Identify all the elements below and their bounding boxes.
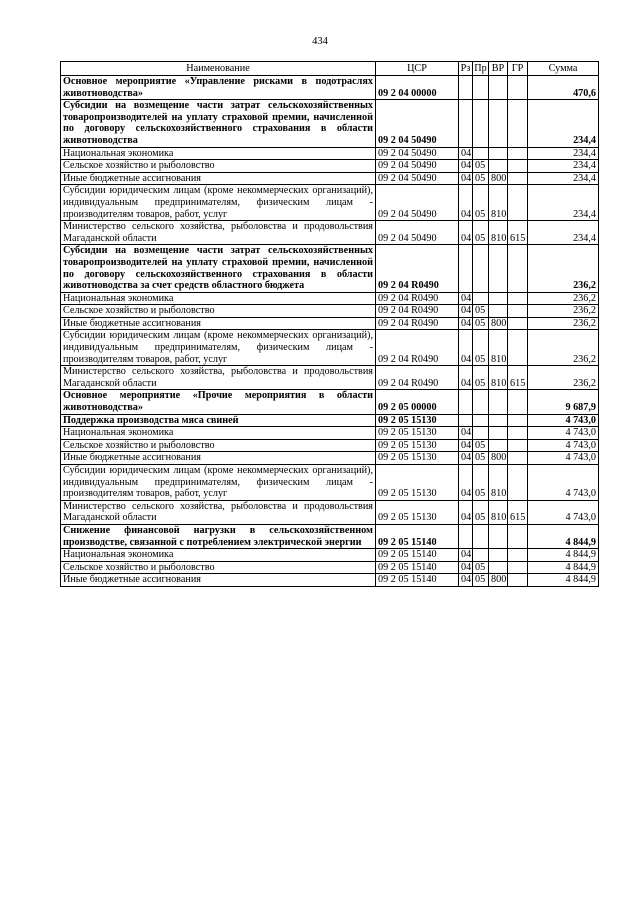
row-vr [489,561,508,574]
header-rz: Рз [459,62,473,76]
table-row [61,465,599,501]
row-name: Иные бюджетные ассигнования [61,317,376,330]
row-gr [508,439,528,452]
row-sum: 4 844,9 [528,524,599,548]
row-gr [508,292,528,305]
row-vr: 800 [489,172,508,185]
header-row [61,62,599,76]
row-csr: 09 2 05 15130 [376,427,459,440]
row-rz [459,390,473,414]
row-rz: 04 [459,427,473,440]
row-pr [473,427,489,440]
row-csr: 09 2 05 15140 [376,561,459,574]
row-rz: 04 [459,366,473,390]
row-pr: 05 [473,221,489,245]
row-rz: 04 [459,330,473,366]
row-rz [459,76,473,100]
row-name: Сельское хозяйство и рыболовство [61,439,376,452]
row-vr: 810 [489,366,508,390]
row-gr [508,524,528,548]
row-sum: 4 743,0 [528,427,599,440]
row-sum: 4 844,9 [528,561,599,574]
table-row [61,390,599,414]
row-csr: 09 2 04 R0490 [376,292,459,305]
row-sum: 4 844,9 [528,574,599,587]
header-sum: Сумма [528,62,599,76]
row-name: Иные бюджетные ассигнования [61,574,376,587]
row-csr: 09 2 04 R0490 [376,330,459,366]
row-csr: 09 2 04 R0490 [376,366,459,390]
row-gr [508,549,528,562]
row-sum: 236,2 [528,366,599,390]
row-csr: 09 2 05 15130 [376,414,459,427]
table-row [61,185,599,221]
row-csr: 09 2 05 15140 [376,574,459,587]
row-pr: 05 [473,452,489,465]
row-csr: 09 2 04 50490 [376,172,459,185]
row-csr: 09 2 04 50490 [376,100,459,147]
row-gr [508,414,528,427]
row-pr: 05 [473,317,489,330]
row-csr: 09 2 04 R0490 [376,305,459,318]
row-vr [489,427,508,440]
table-row [61,100,599,147]
row-pr: 05 [473,574,489,587]
row-vr: 800 [489,317,508,330]
row-rz [459,245,473,292]
row-sum: 9 687,9 [528,390,599,414]
page-number: 434 [312,36,328,47]
row-gr [508,147,528,160]
row-sum: 234,4 [528,100,599,147]
row-vr [489,549,508,562]
row-gr [508,76,528,100]
table-body [61,76,599,587]
row-name: Министерство сельского хозяйства, рыболовства и продовольствия Магаданской области [61,500,376,524]
row-csr: 09 2 04 R0490 [376,317,459,330]
row-name: Поддержка производства мяса свиней [61,414,376,427]
row-pr [473,390,489,414]
row-pr [473,76,489,100]
row-rz: 04 [459,185,473,221]
row-gr [508,561,528,574]
row-vr [489,414,508,427]
row-vr: 800 [489,452,508,465]
table-row [61,427,599,440]
row-rz: 04 [459,317,473,330]
row-pr: 05 [473,305,489,318]
row-gr [508,427,528,440]
row-gr [508,305,528,318]
row-rz: 04 [459,160,473,173]
table-row [61,500,599,524]
row-csr: 09 2 04 50490 [376,185,459,221]
row-name: Национальная экономика [61,147,376,160]
row-gr: 615 [508,366,528,390]
row-name: Иные бюджетные ассигнования [61,172,376,185]
row-pr [473,100,489,147]
row-vr [489,439,508,452]
row-rz: 04 [459,439,473,452]
row-name: Сельское хозяйство и рыболовство [61,561,376,574]
header-pr: Пр [474,62,487,74]
row-name: Субсидии юридическим лицам (кроме некоммерческих организаций), индивидуальным предпринимателям, физическим лицам - производителям товаров, работ, услуг [61,185,376,221]
row-sum: 234,4 [528,185,599,221]
row-gr [508,390,528,414]
row-pr [473,292,489,305]
row-csr: 09 2 04 50490 [376,221,459,245]
table-row [61,172,599,185]
row-gr [508,330,528,366]
row-sum: 234,4 [528,160,599,173]
row-name: Субсидии юридическим лицам (кроме некоммерческих организаций), индивидуальным предпринимателям, физическим лицам - производителям товаров, работ, услуг [61,330,376,366]
row-sum: 4 743,0 [528,452,599,465]
row-vr [489,524,508,548]
row-gr [508,185,528,221]
row-name: Национальная экономика [61,292,376,305]
row-vr [489,292,508,305]
row-vr [489,305,508,318]
row-name: Субсидии на возмещение части затрат сельскохозяйственных товаропроизводителей на уплату страховой премии, начисленной по договору сельскохозяйственного страхования в области животноводства [61,100,376,147]
row-name: Субсидии на возмещение части затрат сельскохозяйственных товаропроизводителей на уплату страховой премии, начисленной по договору сельскохозяйственного страхования в области животноводства за счет средств областного бюджета [61,245,376,292]
row-pr: 05 [473,160,489,173]
row-csr: 09 2 04 50490 [376,147,459,160]
row-csr: 09 2 05 15130 [376,465,459,501]
row-vr [489,160,508,173]
row-sum: 4 743,0 [528,414,599,427]
row-vr: 810 [489,330,508,366]
table-row [61,524,599,548]
row-gr: 615 [508,500,528,524]
row-rz: 04 [459,500,473,524]
table-row [61,574,599,587]
row-gr [508,100,528,147]
row-rz: 04 [459,221,473,245]
table-row [61,549,599,562]
row-gr: 615 [508,221,528,245]
table-row [61,317,599,330]
table-row [61,452,599,465]
row-rz [459,414,473,427]
row-sum: 236,2 [528,330,599,366]
row-gr [508,317,528,330]
row-pr: 05 [473,561,489,574]
row-rz: 04 [459,549,473,562]
row-csr: 09 2 05 15130 [376,452,459,465]
row-sum: 236,2 [528,292,599,305]
table-row [61,366,599,390]
row-gr [508,574,528,587]
row-sum: 4 743,0 [528,500,599,524]
row-csr: 09 2 05 15140 [376,524,459,548]
row-rz [459,100,473,147]
table-row [61,245,599,292]
row-pr [473,147,489,160]
row-pr: 05 [473,366,489,390]
table-row [61,439,599,452]
row-pr: 05 [473,465,489,501]
row-name: Основное мероприятие «Прочие мероприятия в области животноводства» [61,390,376,414]
row-csr: 09 2 04 00000 [376,76,459,100]
row-pr [473,524,489,548]
table-row [61,330,599,366]
table-row [61,147,599,160]
row-gr [508,465,528,501]
row-csr: 09 2 04 R0490 [376,245,459,292]
row-rz: 04 [459,292,473,305]
row-vr [489,76,508,100]
row-pr: 05 [473,185,489,221]
row-name: Сельское хозяйство и рыболовство [61,160,376,173]
row-name: Основное мероприятие «Управление рисками в подотраслях животноводства» [61,76,376,100]
row-pr [473,245,489,292]
table-row [61,221,599,245]
row-name: Иные бюджетные ассигнования [61,452,376,465]
row-name: Министерство сельского хозяйства, рыболовства и продовольствия Магаданской области [61,366,376,390]
header-vr: ВР [489,62,508,76]
row-sum: 234,4 [528,221,599,245]
row-gr [508,160,528,173]
header-csr: ЦСР [376,62,459,76]
row-pr: 05 [473,439,489,452]
row-csr: 09 2 05 15130 [376,439,459,452]
row-pr [473,549,489,562]
row-sum: 236,2 [528,305,599,318]
header-name: Наименование [61,62,376,76]
row-gr [508,172,528,185]
row-vr: 810 [489,465,508,501]
row-gr [508,245,528,292]
row-rz: 04 [459,172,473,185]
row-vr: 800 [489,574,508,587]
row-rz: 04 [459,465,473,501]
table-row [61,414,599,427]
row-pr [473,414,489,427]
row-pr: 05 [473,330,489,366]
row-gr [508,452,528,465]
row-pr: 05 [473,172,489,185]
table-row [61,76,599,100]
table-row [61,305,599,318]
table-row [61,561,599,574]
row-csr: 09 2 05 15140 [376,549,459,562]
row-vr: 810 [489,185,508,221]
row-rz: 04 [459,305,473,318]
row-sum: 236,2 [528,317,599,330]
row-vr [489,147,508,160]
row-rz [459,524,473,548]
row-vr [489,245,508,292]
row-csr: 09 2 05 15130 [376,500,459,524]
row-sum: 4 743,0 [528,465,599,501]
budget-table [60,61,599,587]
row-vr: 810 [489,500,508,524]
row-sum: 4 844,9 [528,549,599,562]
row-sum: 234,4 [528,147,599,160]
header-gr: ГР [508,62,528,76]
row-sum: 4 743,0 [528,439,599,452]
row-sum: 234,4 [528,172,599,185]
table-header [61,62,599,76]
row-sum: 236,2 [528,245,599,292]
table-row [61,292,599,305]
row-pr: 05 [473,500,489,524]
row-rz: 04 [459,147,473,160]
row-sum: 470,6 [528,76,599,100]
row-vr [489,390,508,414]
row-rz: 04 [459,561,473,574]
row-name: Снижение финансовой нагрузки в сельскохозяйственном производстве, связанной с потреблением электрической энергии [61,524,376,548]
row-name: Сельское хозяйство и рыболовство [61,305,376,318]
row-csr: 09 2 04 50490 [376,160,459,173]
table-row [61,160,599,173]
row-vr [489,100,508,147]
row-rz: 04 [459,574,473,587]
row-name: Национальная экономика [61,549,376,562]
row-rz: 04 [459,452,473,465]
row-vr: 810 [489,221,508,245]
row-name: Субсидии юридическим лицам (кроме некоммерческих организаций), индивидуальным предпринимателям, физическим лицам - производителям товаров, работ, услуг [61,465,376,501]
row-csr: 09 2 05 00000 [376,390,459,414]
row-name: Министерство сельского хозяйства, рыболовства и продовольствия Магаданской области [61,221,376,245]
row-name: Национальная экономика [61,427,376,440]
